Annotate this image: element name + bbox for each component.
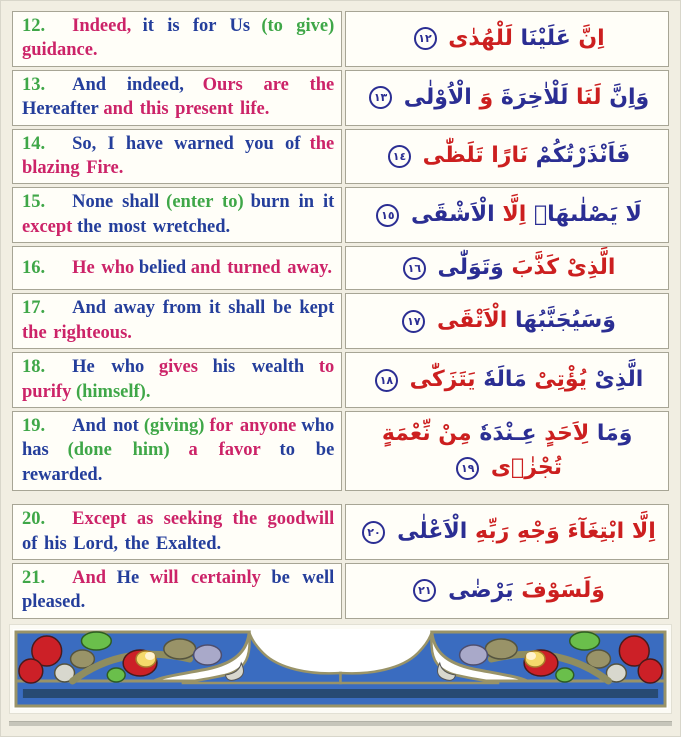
arabic-segment: اِنَّ xyxy=(578,25,605,51)
verse-row xyxy=(12,129,669,185)
arabic-segment: مَالَهٗ xyxy=(483,367,527,393)
arabic-segment: اِلَّا ابْتِغَآءَ وَجْهِ xyxy=(516,519,656,545)
arabic-segment: عِـنْدَهٗ xyxy=(479,420,537,446)
arabic-segment: وَ xyxy=(479,84,494,110)
english-segment: (giving) xyxy=(143,415,205,436)
arabic-segment: مِنْ نِّعْمَةٍ xyxy=(381,420,472,446)
english-segment: who has xyxy=(22,415,335,461)
ayah-number-medallion: ١٣ xyxy=(369,86,392,109)
arabic-verse-cell xyxy=(345,411,669,491)
arabic-segment: الَّذِىْ كَذَّبَ xyxy=(511,255,616,281)
arabic-segment: الْاَعْلٰى xyxy=(397,519,468,545)
english-segment: belied xyxy=(138,257,187,278)
arabic-segment: وَاِنَّ xyxy=(609,84,650,110)
arabic-segment: رَبِّهِ xyxy=(475,519,510,545)
english-segment: and this present life. xyxy=(103,99,270,120)
verse-number: 18. xyxy=(22,357,46,378)
english-segment: (to give) xyxy=(261,16,335,36)
english-translation-cell xyxy=(12,246,342,290)
arabic-verse-cell xyxy=(345,11,669,67)
arabic-segment: يَرْضٰى xyxy=(448,577,514,603)
verse-row xyxy=(12,187,669,243)
english-segment: He who xyxy=(72,357,145,378)
arabic-segment: يُؤْتِىْ xyxy=(534,367,587,393)
arabic-verse-cell xyxy=(345,352,669,408)
english-segment: and turned away. xyxy=(190,257,333,278)
verse-number: 15. xyxy=(22,192,46,213)
arabic-segment: الَّذِىْ xyxy=(594,367,644,393)
verse-row xyxy=(12,11,669,67)
arabic-segment: عَلَيْنَا xyxy=(520,25,571,51)
english-segment: Except as seeking the goodwill xyxy=(72,509,335,530)
english-segment: guidance. xyxy=(22,40,98,61)
arabic-segment: تُجْزٰۤى xyxy=(490,455,563,481)
english-segment: Hereafter xyxy=(22,99,99,120)
verse-number: 21. xyxy=(22,568,46,588)
arabic-verse-cell xyxy=(345,187,669,243)
arabic-segment: وَسَيُجَنَّبُهَا xyxy=(515,308,616,334)
arabic-segment: وَلَسَوْفَ xyxy=(521,577,605,603)
ayah-number-medallion: ١٧ xyxy=(402,310,425,333)
english-segment: And indeed, xyxy=(72,74,184,95)
english-translation-cell xyxy=(12,293,342,349)
arabic-segment: يَتَزَكّٰى xyxy=(409,367,476,393)
arabic-segment: لَا يَصْلٰىهَاۤ xyxy=(533,202,642,228)
english-segment: to purify xyxy=(22,357,335,402)
arabic-verse-cell xyxy=(345,504,669,560)
arabic-segment: اِلَّا xyxy=(502,202,527,228)
ayah-number-medallion: ١٤ xyxy=(388,145,411,168)
english-segment: None shall xyxy=(72,192,160,213)
bottom-ornament-frame xyxy=(9,624,672,714)
english-segment: the most wretched. xyxy=(76,216,231,237)
verse-number: 19. xyxy=(22,415,46,436)
english-segment: will certainly xyxy=(149,568,261,588)
english-segment: He who xyxy=(72,257,135,278)
ayah-number-medallion: ٢١ xyxy=(413,579,436,602)
verse-row xyxy=(12,293,669,349)
verse-row xyxy=(12,563,669,619)
verse-row xyxy=(12,504,669,560)
english-segment: Indeed, xyxy=(72,16,132,36)
verse-number: 12. xyxy=(22,16,46,36)
arabic-segment: لَلْهُدٰى xyxy=(448,25,513,51)
verse-table xyxy=(9,8,672,622)
ayah-number-medallion: ١٢ xyxy=(414,27,437,50)
verse-row xyxy=(12,246,669,290)
english-segment: the blazing Fire. xyxy=(22,133,335,179)
verse-number: 20. xyxy=(22,509,46,530)
ayah-number-medallion: ٢٠ xyxy=(362,521,385,544)
verse-number: 13. xyxy=(22,74,46,95)
arabic-verse-cell xyxy=(345,70,669,126)
english-segment: And not xyxy=(72,415,139,436)
arabic-verse-cell xyxy=(345,129,669,185)
ayah-number-medallion: ١٩ xyxy=(456,457,479,480)
verse-number: 14. xyxy=(22,133,46,154)
arabic-segment: لِاَحَدٍ xyxy=(544,420,590,446)
english-segment: his wealth xyxy=(212,357,305,378)
english-segment: burn in it xyxy=(250,192,335,213)
english-segment: Ours are the xyxy=(202,74,335,95)
english-segment: to be rewarded. xyxy=(22,440,335,485)
row-gap-cell xyxy=(12,494,669,501)
english-segment: He xyxy=(116,568,140,588)
verse-number: 16. xyxy=(22,257,46,278)
page-bottom-divider xyxy=(9,721,672,726)
arabic-verse-cell xyxy=(345,246,669,290)
verse-row xyxy=(12,70,669,126)
english-segment: So, I have warned you of xyxy=(72,133,301,154)
english-translation-cell xyxy=(12,411,342,491)
english-translation-cell xyxy=(12,11,342,67)
ayah-number-medallion: ١٦ xyxy=(403,257,426,280)
english-translation-cell xyxy=(12,129,342,185)
ayah-number-medallion: ١٥ xyxy=(376,204,399,227)
arabic-segment: نَارًا تَلَظّٰى xyxy=(422,143,528,169)
english-segment: of his Lord, the Exalted. xyxy=(22,533,222,554)
english-segment: except xyxy=(22,216,73,237)
arabic-segment: وَتَوَلّٰى xyxy=(437,255,504,281)
arabic-segment: الْاَشْقَى xyxy=(411,202,495,228)
english-segment: it is for Us xyxy=(142,16,251,36)
verse-row xyxy=(12,352,669,408)
english-segment: a favor xyxy=(188,440,261,461)
english-translation-cell xyxy=(12,352,342,408)
english-segment: (done him) xyxy=(67,440,170,461)
english-translation-cell xyxy=(12,70,342,126)
arabic-verse-cell xyxy=(345,563,669,619)
ayah-number-medallion: ١٨ xyxy=(375,369,398,392)
english-segment: the righteous. xyxy=(22,322,132,343)
english-segment: And away from it shall be kept xyxy=(72,298,335,319)
verse-number: 17. xyxy=(22,298,46,319)
arabic-verse-cell xyxy=(345,293,669,349)
english-segment: And xyxy=(72,568,107,588)
arabic-segment: فَاَنْذَرْتُكُمْ xyxy=(535,143,631,169)
row-gap xyxy=(12,494,669,501)
verse-row xyxy=(12,411,669,491)
arabic-segment: الْاُوْلٰى xyxy=(403,84,472,110)
arabic-segment: لَنَا xyxy=(576,84,602,110)
english-translation-cell xyxy=(12,504,342,560)
arabic-segment: وَمَا xyxy=(596,420,633,446)
english-translation-cell xyxy=(12,187,342,243)
english-segment: be well pleased. xyxy=(22,568,335,613)
english-segment: (enter to) xyxy=(166,192,244,213)
illuminated-border-icon xyxy=(13,629,668,709)
arabic-segment: لَلْاٰخِرَةَ xyxy=(500,84,569,110)
english-segment: (himself). xyxy=(75,381,151,402)
english-segment: gives xyxy=(158,357,198,378)
english-segment: for anyone xyxy=(209,415,297,436)
english-translation-cell xyxy=(12,563,342,619)
arabic-segment: الْاَتْقَى xyxy=(437,308,508,334)
